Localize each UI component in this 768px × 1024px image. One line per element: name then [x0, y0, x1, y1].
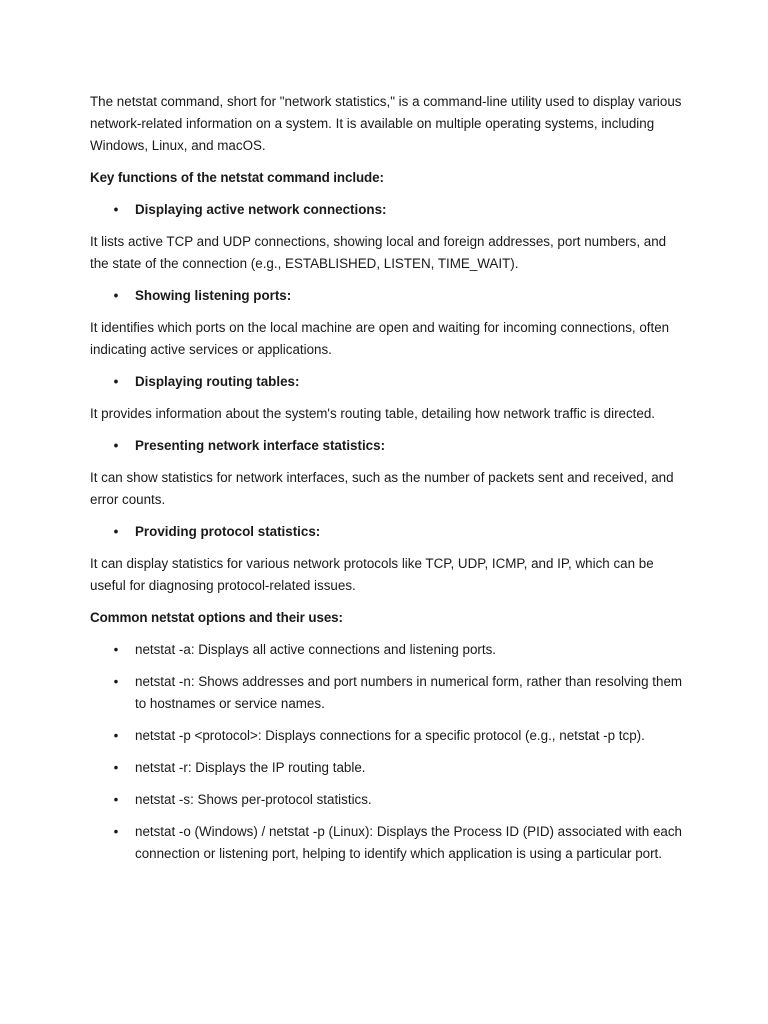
function-title: Displaying active network connections:	[135, 202, 387, 217]
document-page	[90, 91, 686, 875]
option-text: netstat -a: Displays all active connections and listening ports.	[135, 642, 496, 657]
function-item-title	[90, 285, 686, 307]
option-text: netstat -s: Shows per-protocol statistics.	[135, 792, 372, 807]
function-description: It can show statistics for network interfaces, such as the number of packets sent and received, and error counts.	[90, 470, 674, 507]
option-item	[90, 757, 686, 779]
option-text: netstat -r: Displays the IP routing table.	[135, 760, 366, 775]
bullet-icon: •	[113, 374, 119, 389]
function-item-title	[90, 435, 686, 457]
function-description: It provides information about the system's routing table, detailing how network traffic is directed.	[90, 406, 656, 421]
function-title: Showing listening ports:	[135, 288, 292, 303]
option-item	[90, 821, 686, 865]
bullet-icon: •	[113, 792, 119, 807]
bullet-icon: •	[113, 760, 119, 775]
bullet-icon: •	[113, 288, 119, 303]
bullet-icon: •	[113, 202, 119, 217]
bullet-icon: •	[113, 524, 119, 539]
option-item	[90, 789, 686, 811]
option-item	[90, 725, 686, 747]
function-title: Providing protocol statistics:	[135, 524, 321, 539]
function-description: It can display statistics for various network protocols like TCP, UDP, ICMP, and IP, which can be useful for diagnosing protocol-related issues.	[90, 556, 654, 593]
function-item-title	[90, 521, 686, 543]
option-item	[90, 639, 686, 661]
bullet-icon: •	[113, 728, 119, 743]
bullet-icon: •	[113, 642, 119, 657]
option-text: netstat -o (Windows) / netstat -p (Linux): Displays the Process ID (PID) associated with each connection or listening port, helping to identify which application is using a particular port.	[135, 824, 682, 861]
bullet-icon: •	[113, 438, 119, 453]
functions-heading: Key functions of the netstat command include:	[90, 170, 384, 185]
options-heading: Common netstat options and their uses:	[90, 610, 343, 625]
function-description: It identifies which ports on the local machine are open and waiting for incoming connections, often indicating active services or applications.	[90, 320, 670, 357]
function-title: Presenting network interface statistics:	[135, 438, 386, 453]
option-item	[90, 671, 686, 715]
option-text: netstat -n: Shows addresses and port numbers in numerical form, rather than resolving them to hostnames or service names.	[135, 674, 683, 711]
function-description: It lists active TCP and UDP connections, showing local and foreign addresses, port numbers, and the state of the connection (e.g., ESTABLISHED, LISTEN, TIME_WAIT).	[90, 234, 667, 271]
bullet-icon: •	[113, 824, 119, 839]
function-title: Displaying routing tables:	[135, 374, 300, 389]
function-item-title	[90, 371, 686, 393]
option-text: netstat -p <protocol>: Displays connections for a specific protocol (e.g., netstat -p tcp).	[135, 728, 645, 743]
intro-paragraph: The netstat command, short for "network statistics," is a command-line utility used to display various network-related information on a system. It is available on multiple operating systems, including Windows, Linux, and macOS.	[90, 94, 682, 153]
bullet-icon: •	[113, 674, 119, 689]
function-item-title	[90, 199, 686, 221]
